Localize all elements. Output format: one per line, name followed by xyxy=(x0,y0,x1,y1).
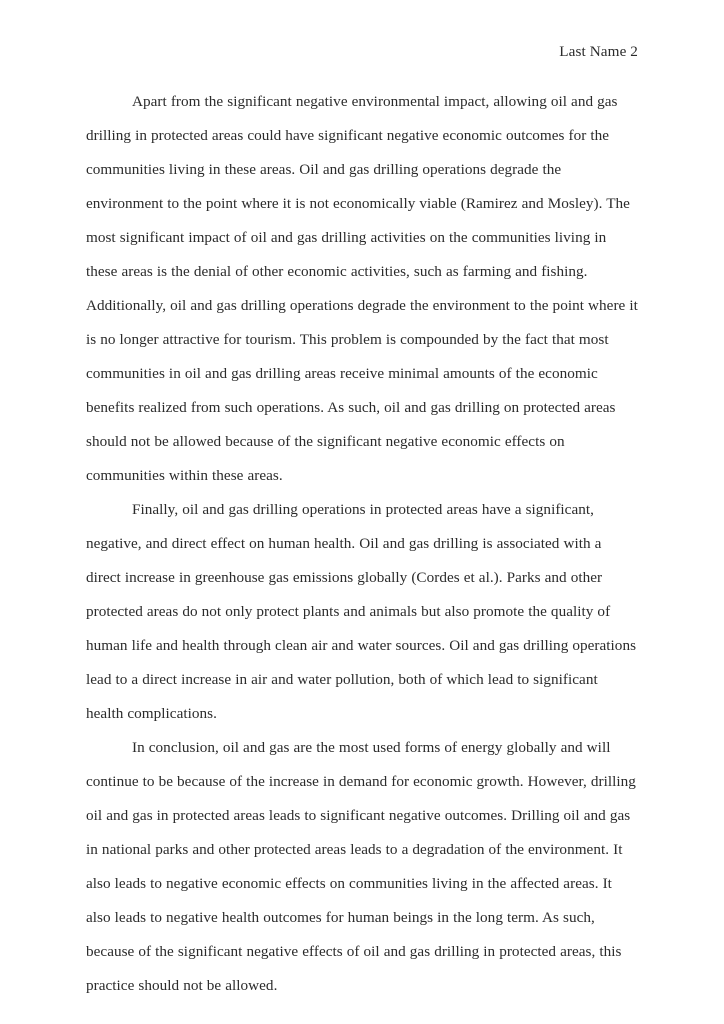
paragraph-human-health: Finally, oil and gas drilling operations in protected areas have a significant, negative, and direct effect on human health. Oil and gas drilling is associated with a direct increase in greenhouse gas emissions globally (Cordes et al.). Parks and other protected areas do not only protect plants and animals but also promote the quality of human life and health through clean air and water sources. Oil and gas drilling operations lead to a direct increase in air and water pollution, both of which lead to significant health complications. xyxy=(86,501,637,722)
running-head: Last Name 2 xyxy=(559,43,638,60)
document-body xyxy=(86,85,638,1003)
paragraph-economic-impact: Apart from the significant negative environmental impact, allowing oil and gas drilling in protected areas could have significant negative economic outcomes for the communities living in these areas. Oil and gas drilling operations degrade the environment to the point where it is not economically viable (Ramirez and Mosley). The most significant impact of oil and gas drilling activities on the communities living in these areas is the denial of other economic activities, such as farming and fishing. Additionally, oil and gas drilling operations degrade the environment to the point where it is no longer attractive for tourism. This problem is compounded by the fact that most communities in oil and gas drilling areas receive minimal amounts of the economic benefits realized from such operations. As such, oil and gas drilling on protected areas should not be allowed because of the significant negative economic effects on communities within these areas. xyxy=(86,93,638,484)
paragraph-conclusion: In conclusion, oil and gas are the most used forms of energy globally and will continue to be because of the increase in demand for economic growth. However, drilling oil and gas in protected areas leads to significant negative outcomes. Drilling oil and gas in national parks and other protected areas leads to a degradation of the environment. It also leads to negative economic effects on communities living in the affected areas. It also leads to negative health outcomes for human beings in the long term. As such, because of the significant negative effects of oil and gas drilling in protected areas, this practice should not be allowed. xyxy=(86,739,636,994)
